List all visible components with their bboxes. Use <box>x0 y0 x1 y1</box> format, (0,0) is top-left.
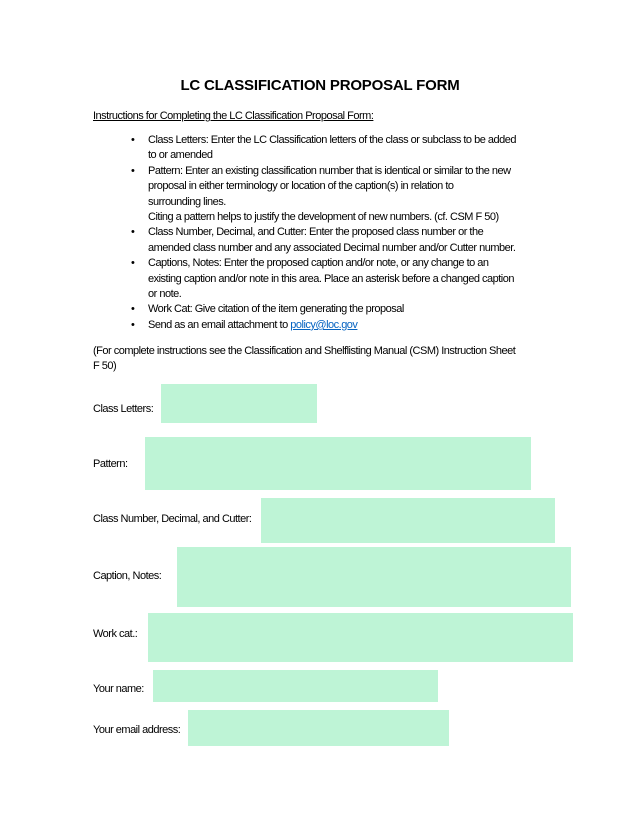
class-letters-field[interactable] <box>161 384 317 423</box>
bullet-line: Citing a pattern helps to justify the development of new numbers. (cf. CSM F 50) <box>148 211 499 224</box>
your-name-label: Your name: <box>93 683 144 695</box>
pattern-field[interactable] <box>145 437 531 490</box>
your-name-field[interactable] <box>153 670 438 702</box>
caption-notes-label: Caption, Notes: <box>93 570 162 582</box>
caption-notes-field[interactable] <box>177 547 571 607</box>
class-number-label: Class Number, Decimal, and Cutter: <box>93 513 252 525</box>
instruction-bullet-class-letters <box>131 133 601 164</box>
note-line: F 50) <box>93 360 117 373</box>
bullet-line: to or amended <box>148 149 213 162</box>
instructions-list <box>131 133 601 333</box>
bullet-line: • Work Cat: Give citation of the item generating the proposal <box>148 303 404 316</box>
bullet-line: existing caption and/or note in this area. Place an asterisk before a changed caption <box>148 272 514 285</box>
work-cat-label: Work cat.: <box>93 628 138 640</box>
bullet-line: or note. <box>148 288 182 301</box>
csm-note <box>93 344 593 375</box>
instruction-bullet-work-cat <box>131 302 601 317</box>
class-letters-label: Class Letters: <box>93 403 154 415</box>
bullet-line: • Class Number, Decimal, and Cutter: Enter the proposed class number or the <box>148 226 484 239</box>
pattern-label: Pattern: <box>93 458 128 470</box>
instruction-bullet-captions-notes <box>131 256 601 302</box>
instruction-bullet-class-number <box>131 225 601 256</box>
class-number-field[interactable] <box>261 498 555 543</box>
bullet-line: Send as an email attachment to <box>148 318 288 331</box>
page-title: LC CLASSIFICATION PROPOSAL FORM <box>180 77 460 94</box>
note-line: (For complete instructions see the Classification and Shelflisting Manual (CSM) Instruction Sheet <box>93 345 516 357</box>
bullet-line: proposal in either terminology or location of the caption(s) in relation to <box>148 180 454 193</box>
bullet-line: surrounding lines. <box>148 195 226 208</box>
email-address-label: Your email address: <box>93 724 181 736</box>
instruction-bullet-email <box>131 318 601 333</box>
bullet-line: • Captions, Notes: Enter the proposed caption and/or note, or any change to an <box>148 257 489 270</box>
instruction-bullet-pattern <box>131 164 601 226</box>
bullet-line: • Class Letters: Enter the LC Classification letters of the class or subclass to be added <box>148 134 516 146</box>
email-address-field[interactable] <box>188 710 449 746</box>
work-cat-field[interactable] <box>148 613 573 662</box>
instructions-heading: Instructions for Completing the LC Classification Proposal Form: <box>93 110 374 122</box>
policy-email-link[interactable]: policy@loc.gov <box>290 318 358 331</box>
bullet-line: • Pattern: Enter an existing classification number that is identical or similar to the new <box>148 164 511 177</box>
bullet-line: amended class number and any associated Decimal number and/or Cutter number. <box>148 241 516 254</box>
